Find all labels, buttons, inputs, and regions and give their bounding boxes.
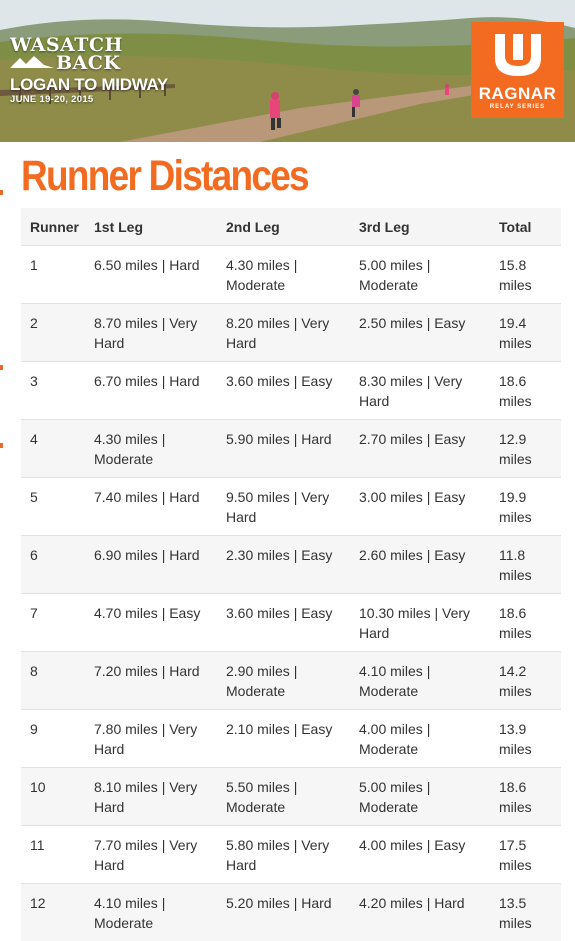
cell-leg2: 5.90 miles | Hard <box>217 420 350 478</box>
event-route: LOGAN TO MIDWAY <box>10 75 168 94</box>
cell-leg3: 5.00 miles | Moderate <box>350 768 490 826</box>
ragnar-logo-icon <box>491 30 545 82</box>
cell-leg3: 4.10 miles | Moderate <box>350 652 490 710</box>
column-header-runner: Runner <box>21 208 85 246</box>
cell-runner: 5 <box>21 478 85 536</box>
cell-leg2: 2.10 miles | Easy <box>217 710 350 768</box>
cell-leg2: 5.80 miles | Very Hard <box>217 826 350 884</box>
cell-total: 14.2 miles <box>490 652 561 710</box>
cell-total: 15.8 miles <box>490 246 561 304</box>
table-row <box>21 884 561 941</box>
cell-runner: 12 <box>21 884 85 941</box>
ragnar-logo[interactable] <box>471 22 564 118</box>
cell-runner: 6 <box>21 536 85 594</box>
cell-leg1: 7.80 miles | Very Hard <box>85 710 217 768</box>
cell-leg1: 7.20 miles | Hard <box>85 652 217 710</box>
event-name-line2: BACK <box>10 54 168 72</box>
cell-runner: 11 <box>21 826 85 884</box>
cell-leg3: 4.20 miles | Hard <box>350 884 490 941</box>
table-row <box>21 362 561 420</box>
cell-total: 13.5 miles <box>490 884 561 941</box>
cell-total: 13.9 miles <box>490 710 561 768</box>
cell-runner: 7 <box>21 594 85 652</box>
cell-leg3: 10.30 miles | Very Hard <box>350 594 490 652</box>
cell-leg2: 3.60 miles | Easy <box>217 594 350 652</box>
edge-marker <box>0 190 3 195</box>
cell-leg1: 7.40 miles | Hard <box>85 478 217 536</box>
cell-leg1: 7.70 miles | Very Hard <box>85 826 217 884</box>
cell-leg1: 8.70 miles | Very Hard <box>85 304 217 362</box>
cell-runner: 2 <box>21 304 85 362</box>
cell-leg3: 2.60 miles | Easy <box>350 536 490 594</box>
runner-distances-table <box>21 208 561 941</box>
table-row <box>21 246 561 304</box>
cell-runner: 3 <box>21 362 85 420</box>
cell-leg2: 4.30 miles | Moderate <box>217 246 350 304</box>
table-row <box>21 826 561 884</box>
cell-leg1: 6.90 miles | Hard <box>85 536 217 594</box>
mountain-icon <box>10 56 54 68</box>
event-dates: JUNE 19-20, 2015 <box>10 94 168 106</box>
cell-leg2: 5.20 miles | Hard <box>217 884 350 941</box>
column-header-total: Total <box>490 208 561 246</box>
cell-runner: 9 <box>21 710 85 768</box>
cell-leg2: 8.20 miles | Very Hard <box>217 304 350 362</box>
cell-runner: 4 <box>21 420 85 478</box>
cell-total: 19.4 miles <box>490 304 561 362</box>
edge-marker <box>0 365 3 370</box>
cell-total: 17.5 miles <box>490 826 561 884</box>
table-row <box>21 652 561 710</box>
table-row <box>21 536 561 594</box>
brand-name: RAGNAR <box>471 84 564 104</box>
cell-leg3: 2.50 miles | Easy <box>350 304 490 362</box>
table-header-row <box>21 208 561 246</box>
event-logo <box>10 36 168 106</box>
cell-leg1: 6.70 miles | Hard <box>85 362 217 420</box>
table-row <box>21 710 561 768</box>
column-header-leg3: 3rd Leg <box>350 208 490 246</box>
cell-leg3: 2.70 miles | Easy <box>350 420 490 478</box>
cell-leg2: 2.30 miles | Easy <box>217 536 350 594</box>
cell-leg3: 3.00 miles | Easy <box>350 478 490 536</box>
cell-leg3: 8.30 miles | Very Hard <box>350 362 490 420</box>
cell-leg2: 9.50 miles | Very Hard <box>217 478 350 536</box>
cell-total: 18.6 miles <box>490 594 561 652</box>
table-row <box>21 478 561 536</box>
cell-leg2: 3.60 miles | Easy <box>217 362 350 420</box>
column-header-leg1: 1st Leg <box>85 208 217 246</box>
event-name-line1: WASATCH <box>10 36 168 54</box>
cell-total: 18.6 miles <box>490 768 561 826</box>
table-row <box>21 768 561 826</box>
cell-leg1: 6.50 miles | Hard <box>85 246 217 304</box>
page-title: Runner Distances <box>21 152 308 201</box>
cell-total: 19.9 miles <box>490 478 561 536</box>
cell-leg2: 5.50 miles | Moderate <box>217 768 350 826</box>
cell-leg3: 4.00 miles | Moderate <box>350 710 490 768</box>
cell-leg1: 8.10 miles | Very Hard <box>85 768 217 826</box>
hero-banner <box>0 0 575 142</box>
cell-total: 12.9 miles <box>490 420 561 478</box>
cell-total: 18.6 miles <box>490 362 561 420</box>
cell-runner: 8 <box>21 652 85 710</box>
cell-leg1: 4.70 miles | Easy <box>85 594 217 652</box>
column-header-leg2: 2nd Leg <box>217 208 350 246</box>
cell-leg2: 2.90 miles | Moderate <box>217 652 350 710</box>
table-row <box>21 594 561 652</box>
cell-leg1: 4.10 miles | Moderate <box>85 884 217 941</box>
table-row <box>21 420 561 478</box>
table-row <box>21 304 561 362</box>
cell-total: 11.8 miles <box>490 536 561 594</box>
cell-leg3: 4.00 miles | Easy <box>350 826 490 884</box>
cell-runner: 1 <box>21 246 85 304</box>
cell-leg3: 5.00 miles | Moderate <box>350 246 490 304</box>
edge-marker <box>0 443 3 448</box>
cell-runner: 10 <box>21 768 85 826</box>
brand-subtitle: RELAY SERIES <box>471 104 564 110</box>
cell-leg1: 4.30 miles | Moderate <box>85 420 217 478</box>
